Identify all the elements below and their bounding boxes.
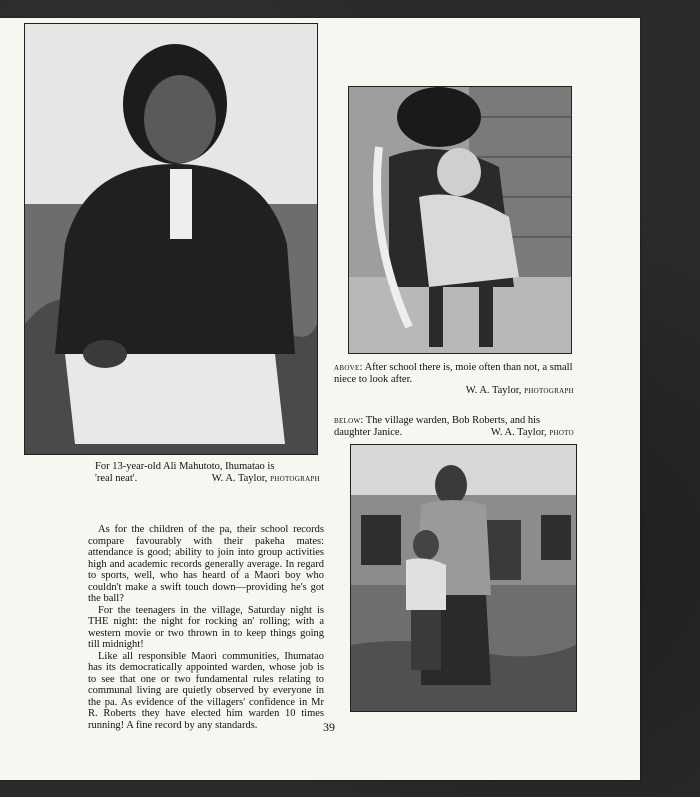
photo-child-on-chair (348, 86, 572, 354)
photo-portrait-icon (25, 24, 317, 454)
caption-above (334, 362, 574, 397)
caption-girl-line1: For 13-year-old Ali Mahutoto, Ihumatao is (95, 461, 275, 472)
photo-children-icon (349, 87, 571, 353)
photo-credit: W. A. Taylor, photo (490, 426, 574, 438)
caption-girl (95, 461, 320, 484)
photo-warden-and-daughter (350, 444, 577, 712)
article-body (88, 524, 324, 731)
photo-credit: W. A. Taylor, photograph (465, 385, 574, 396)
paragraph: As for the children of the pa, their school records compare favourably with their pakeha mates: attendance is good; ability to join into group activities high and academic records generally average. In regard to sports, well, who has heard of a Maori boy who couldn't make a swift touch down—providing he's got the ball? (88, 524, 324, 604)
paragraph: For the teenagers in the village, Saturday night is THE night: the night for rocking an' rolling; with a western movie or two thrown in to keep things going till midnight! (88, 604, 324, 650)
caption-above-text: : After school there is, moie often than not, a small niece to look after. (334, 362, 573, 385)
photo-credit: W. A. Taylor, photograph (211, 472, 320, 484)
photo-warden-icon (351, 445, 576, 711)
photo-girl-portrait (24, 23, 318, 455)
caption-label-below: below (334, 415, 361, 426)
paragraph: Like all responsible Maori communities, Ihumatao has its democratically appointed warden, whose job is to see that one or two fundamental rules relating to communal living are quietly observed by everyone in the pa. As evidence of the villagers' confidence in Mr R. Roberts they have elected him warden 10 times running! A fine record by any standards. (88, 650, 324, 731)
caption-label-above: above (334, 362, 360, 373)
page-number: 39 (323, 720, 335, 734)
caption-below-text: : The village warden, Bob Roberts, and his daughter Janice. (334, 415, 541, 438)
magazine-page (0, 18, 640, 780)
caption-girl-line2: 'real neat'. (95, 472, 138, 484)
caption-below (334, 415, 574, 438)
